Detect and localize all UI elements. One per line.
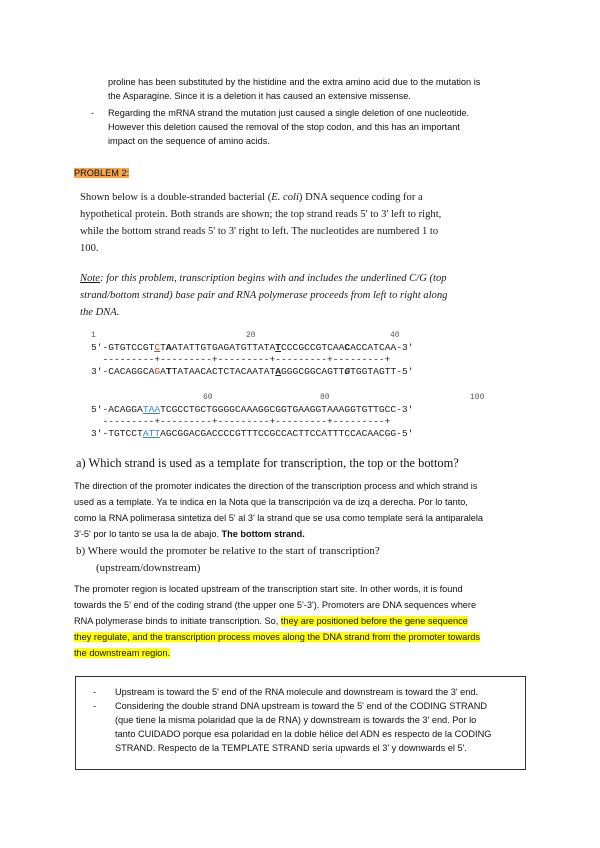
- box-item-2-line-4: STRAND. Respecto de la TEMPLATE STRAND sería upwards el 3' y downwards el 5'.: [115, 743, 467, 753]
- answer-b-line-4: they regulate, and the transcription process moves along the DNA strand from the promoter towards: [74, 632, 480, 642]
- seq-num-80: 80: [320, 393, 330, 402]
- question-a: a) Which strand is used as a template for transcription, the top or the bottom?: [76, 456, 459, 470]
- seq-num-60: 60: [203, 393, 213, 402]
- bullet-mark: -: [91, 108, 95, 118]
- answer-b-line-5: the downstream region.: [74, 648, 171, 658]
- question-b-line-2: (upstream/downstream): [96, 562, 201, 574]
- answer-a-line-1: The direction of the promoter indicates the direction of the transcription process and which strand is: [74, 481, 478, 491]
- seq-num-100: 100: [470, 393, 485, 402]
- answer-b-line-3: RNA polymerase binds to initiate transcription. So, they are positioned before the gene sequence: [74, 616, 468, 626]
- problem-text-line-4: 100.: [80, 243, 99, 254]
- box-item-2-line-3: tanto CUIDADO porque esa polaridad en la doble hélice del ADN es respecto de la CODING: [115, 729, 492, 739]
- intro-line-2: the Asparagine. Since it is a deletion it has caused an extensive missense.: [108, 91, 411, 101]
- sequence-top-strand-1: 5'-GTGTCCGTCTAATATTGTGAGATGTTATATCCCGCCGTCAACACCATCAA-3': [91, 342, 414, 353]
- problem-text-line-3: while the bottom strand reads 5' to 3' right to left. The nucleotides are numbered 1 to: [80, 226, 439, 237]
- seq-num-40: 40: [390, 331, 400, 340]
- answer-a-line-3: como la RNA polimerasa sintetiza del 5' al 3' la strand que se usa como template será la antiparalela: [74, 513, 483, 523]
- intro-line-1: proline has been substituted by the histidine and the extra amino acid due to the mutation is: [108, 77, 481, 87]
- question-b-line-1: b) Where would the promoter be relative to the start of transcription?: [76, 545, 380, 557]
- seq-num-20: 20: [246, 331, 256, 340]
- sequence-dashes-2: ---------+---------+---------+---------+---------+: [91, 416, 391, 427]
- note-line-3: the DNA.: [80, 307, 120, 318]
- box-bullet-mark-1: -: [93, 687, 97, 697]
- answer-b-line-2: towards the 5' end of the coding strand (the upper one 5'-3'). Promoters are DNA sequences where: [74, 600, 477, 610]
- sequence-top-strand-2: 5'-ACAGGATAATCGCCTGCTGGGGCAAAGGCGGTGAAGGTAAAGGTGTTGCC-3': [91, 404, 414, 415]
- note-line-2: strand/bottom strand) base pair and RNA polymerase proceeds from left to right along: [80, 290, 448, 301]
- problem-text-line-1: Shown below is a double-stranded bacterial (E. coli) DNA sequence coding for a: [80, 192, 423, 203]
- box-item-2-line-1: Considering the double strand DNA upstream is toward the 5' end of the CODING STRAND: [115, 701, 487, 711]
- sequence-bottom-strand-2: 3'-TGTCCTATTAGCGGACGACCCCGTTTCCGCCACTTCCATTTCCACAACGG-5': [91, 428, 414, 439]
- box-item-2-line-2: (que tiene la misma polaridad que la de RNA) y downstream is towards the 3' end. Por lo: [115, 715, 477, 725]
- problem-text-line-2: hypothetical protein. Both strands are shown; the top strand reads 5' to 3' left to right,: [80, 209, 442, 220]
- box-bullet-mark-2: -: [93, 701, 97, 711]
- note-line-1: Note: for this problem, transcription begins with and includes the underlined C/G (top: [80, 273, 447, 284]
- intro-bullet-line-3: impact on the sequence of amino acids.: [108, 136, 270, 146]
- box-item-1: Upstream is toward the 5' end of the RNA molecule and downstream is toward the 3' end.: [115, 687, 479, 697]
- intro-bullet-line-2: However this deletion caused the removal of the stop codon, and this has an important: [108, 122, 460, 132]
- sequence-dashes-1: ---------+---------+---------+---------+---------+: [91, 354, 391, 365]
- intro-bullet-line-1: Regarding the mRNA strand the mutation just caused a single deletion of one nucleotide.: [108, 108, 470, 118]
- problem-label: PROBLEM 2:: [74, 168, 130, 178]
- sequence-bottom-strand-1: 3'-CACAGGCAGATTATAACACTCTACAATATAGGGCGGCAGTTGTGGTAGTT-5': [91, 366, 414, 377]
- answer-b-line-1: The promoter region is located upstream of the transcription start site. In other words, it is found: [74, 584, 463, 594]
- answer-a-line-2: used as a template. Ya te indica en la Nota que la transcripción va de izq a derecha. Por lo tanto,: [74, 497, 468, 507]
- answer-a-line-4: 3'-5' por lo tanto se usa la de abajo. The bottom strand.: [74, 529, 305, 539]
- seq-num-1: 1: [91, 331, 96, 340]
